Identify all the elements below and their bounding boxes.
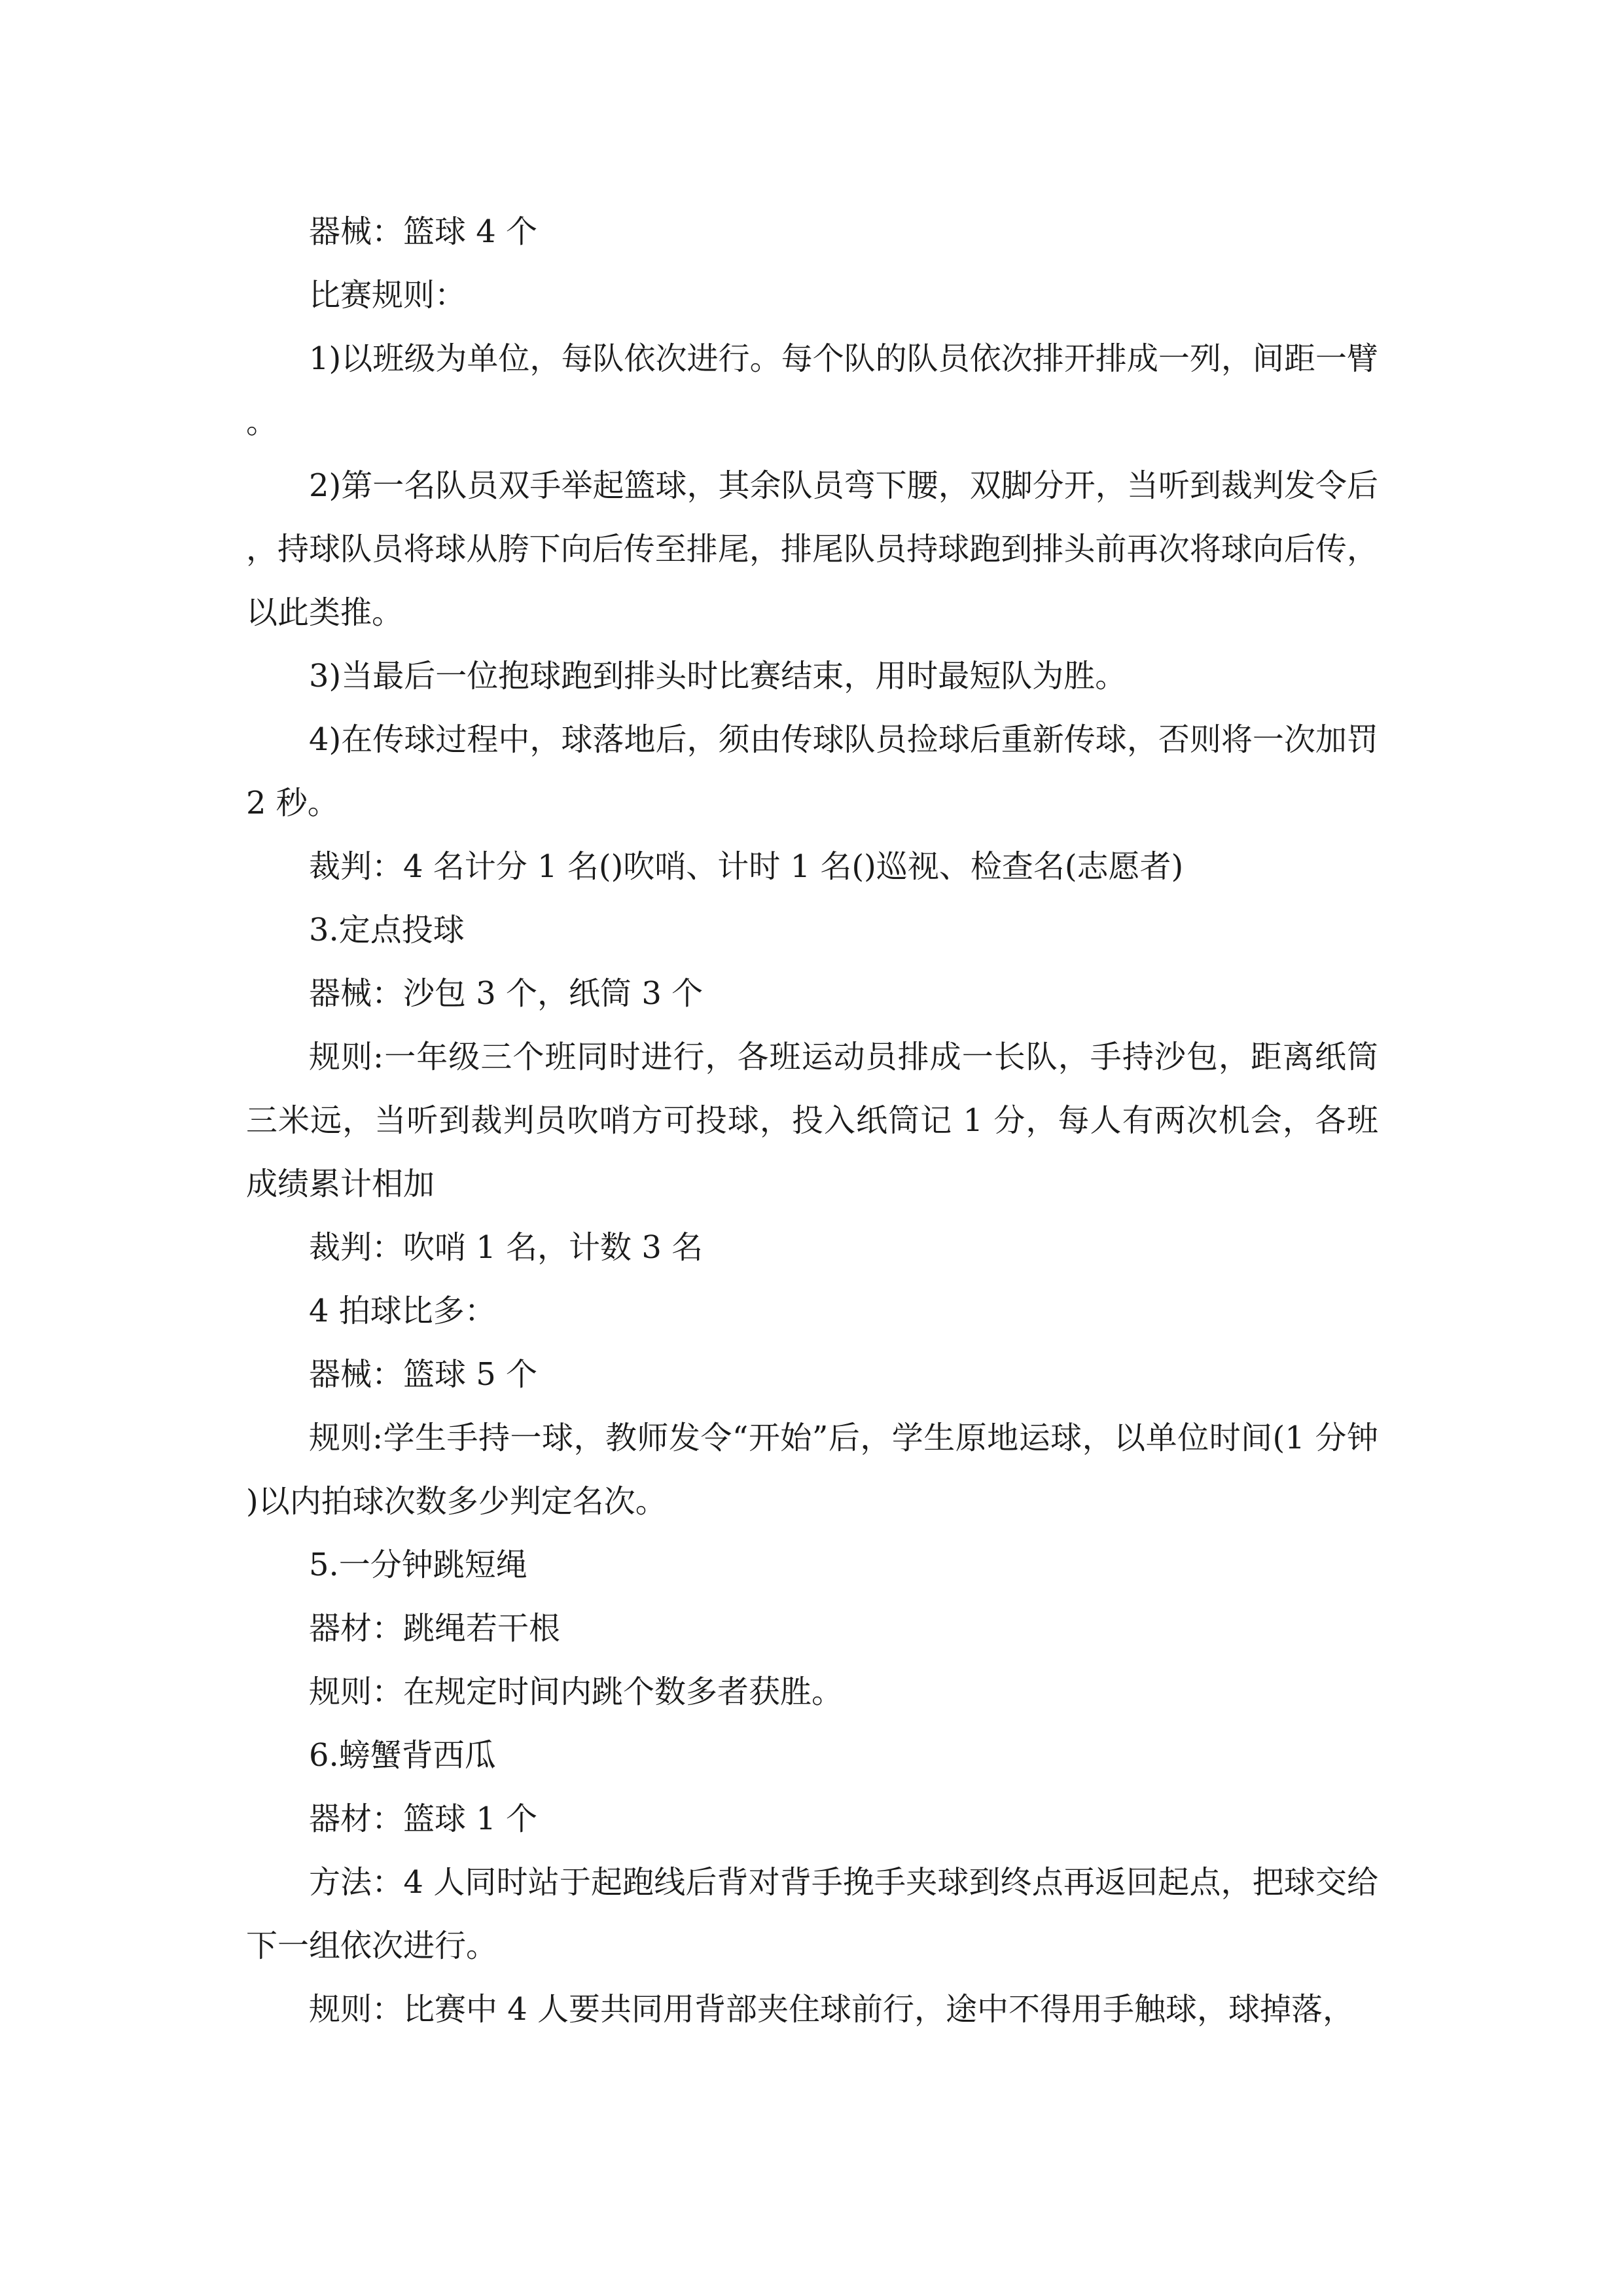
paragraph-rule-3: 3)当最后一位抱球跑到排头时比赛结束，用时最短队为胜。 <box>309 658 1127 694</box>
paragraph-equipment-basketball-5: 器械：篮球 5 个 <box>309 1356 538 1393</box>
document-body <box>246 200 1378 2041</box>
paragraph-equipment-basketball-1: 器材：篮球 1 个 <box>309 1801 538 1837</box>
paragraph-method-crab-watermelon: 方法：4 人同时站于起跑线后背对背手挽手夹球到终点再返回起点，把球交给下一组依次进行。 <box>246 1864 1378 1964</box>
paragraph-rules-jump-rope: 规则：在规定时间内跳个数多者获胜。 <box>309 1674 844 1710</box>
paragraph-rule-1: 1)以班级为单位，每队依次进行。每个队的队员依次排开排成一列，间距一臂。 <box>246 340 1378 440</box>
section-heading-crab-watermelon: 6.螃蟹背西瓜 <box>309 1737 496 1774</box>
paragraph-rule-4: 4)在传球过程中，球落地后，须由传球队员捡球后重新传球，否则将一次加罚 2 秒。 <box>246 721 1378 821</box>
paragraph-rule-2: 2)第一名队员双手举起篮球，其余队员弯下腰，双脚分开，当听到裁判发令后，持球队员将球从胯下向后传至排尾，排尾队员持球跑到排头前再次将球向后传，以此类推。 <box>246 467 1378 631</box>
paragraph-referees-fixed-throw: 裁判：吹哨 1 名，计数 3 名 <box>309 1229 704 1266</box>
paragraph-equipment-sandbags: 器械：沙包 3 个，纸筒 3 个 <box>309 975 704 1012</box>
section-heading-fixed-throw: 3.定点投球 <box>309 912 465 948</box>
paragraph-rules-crab-watermelon: 规则：比赛中 4 人要共同用背部夹住球前行，途中不得用手触球，球掉落， <box>309 1991 1355 2028</box>
paragraph-referees: 裁判：4 名计分 1 名()吹哨、计时 1 名()巡视、检查名(志愿者) <box>309 848 1184 885</box>
paragraph-rules-fixed-throw: 规则:一年级三个班同时进行，各班运动员排成一长队，手持沙包，距离纸筒三米远，当听到裁判员吹哨方可投球，投入纸筒记 1 分，每人有两次机会，各班成绩累计相加 <box>246 1039 1378 1202</box>
paragraph-equipment-jump-rope: 器材：跳绳若干根 <box>309 1610 561 1647</box>
section-heading-jump-rope: 5.一分钟跳短绳 <box>309 1547 527 1583</box>
paragraph-equipment-basketball: 器械：篮球 4 个 <box>309 213 538 250</box>
paragraph-rules-heading: 比赛规则： <box>309 277 467 314</box>
paragraph-rules-ball-bounce: 规则:学生手持一球，教师发令“开始”后，学生原地运球，以单位时间(1 分钟)以内拍球次数多少判定名次。 <box>246 1420 1378 1520</box>
section-heading-ball-bounce: 4 拍球比多： <box>309 1293 496 1329</box>
